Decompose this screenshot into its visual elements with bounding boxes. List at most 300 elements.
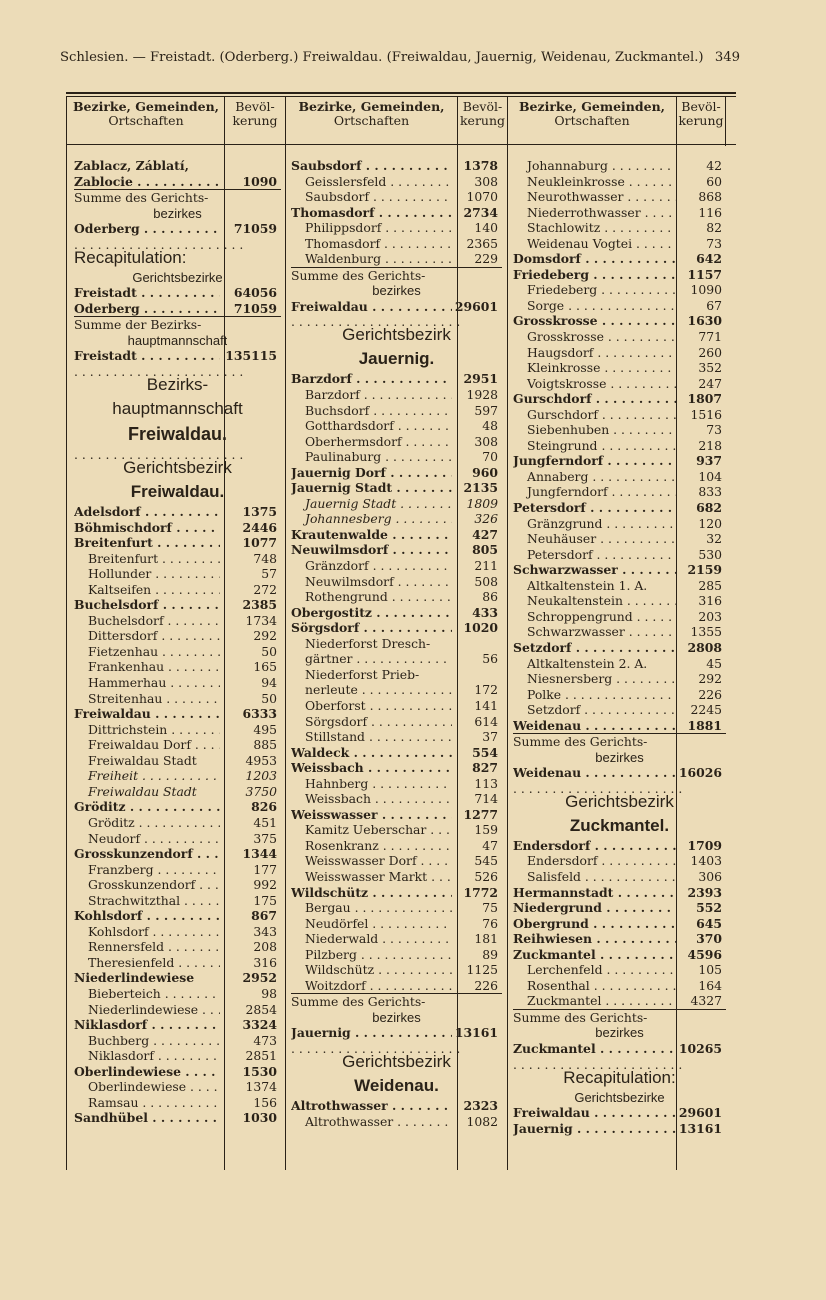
population-value: 1630 xyxy=(687,313,722,329)
place-name: Oderberg . . . xyxy=(74,301,220,317)
table-row xyxy=(291,776,502,792)
population-value: 89 xyxy=(482,946,498,962)
population-value: 29601 xyxy=(454,298,498,314)
place-name: Strachwitzthal . . . xyxy=(74,893,220,909)
header-rule xyxy=(66,144,736,145)
table-row xyxy=(513,422,726,438)
table-row xyxy=(291,480,502,496)
place-name: Wildschütz . . . xyxy=(291,962,452,978)
place-name: Buchelsdorf . . . xyxy=(74,613,220,629)
table-row xyxy=(291,542,502,558)
population-value: 1709 xyxy=(687,837,722,853)
table-row xyxy=(74,831,281,847)
population-value: 451 xyxy=(253,814,277,830)
population-value: 2808 xyxy=(687,639,722,655)
table-row xyxy=(291,978,502,994)
place-name: Weisswasser . . . xyxy=(291,807,452,823)
table-row xyxy=(74,644,281,660)
place-name: Oberhermsdorf . . . xyxy=(291,434,452,450)
place-name: bezirkes xyxy=(595,749,644,765)
table-row xyxy=(513,750,726,766)
table-row xyxy=(74,301,281,317)
place-name: Endersdorf . . . xyxy=(513,853,676,869)
table-row xyxy=(74,846,281,862)
place-name: Gurschdorf . . . xyxy=(513,391,676,407)
column-header-name: Bezirke, Gemeinden, Ortschaften xyxy=(72,99,220,128)
place-name: Altrothwasser . . . xyxy=(291,1098,452,1114)
population-value: 120 xyxy=(698,515,722,531)
place-name: Breitenfurt . . . xyxy=(74,535,220,551)
place-name: Bieberteich . . . xyxy=(74,986,220,1002)
place-name: Rosenkranz . . . xyxy=(291,838,452,854)
place-name: Domsdorf . . . xyxy=(513,251,676,267)
table-row xyxy=(291,791,502,807)
place-name: Hollunder . . . xyxy=(74,566,220,582)
table-row xyxy=(291,558,502,574)
place-name: Thomasdorf . . . xyxy=(291,205,452,221)
place-name: Fietzenhau . . . xyxy=(74,644,220,660)
place-name: Freiheit . . . xyxy=(74,768,220,784)
place-name: Dittrichstein . . . xyxy=(74,722,220,738)
place-name: Weidenau . . . xyxy=(513,718,676,734)
population-value: 2135 xyxy=(463,480,498,496)
place-name: Setzdorf . . . xyxy=(513,640,676,656)
population-value: 1030 xyxy=(242,1110,277,1126)
table-row xyxy=(291,205,502,221)
table-row xyxy=(513,267,726,283)
table-row xyxy=(74,939,281,955)
population-value: 1734 xyxy=(245,612,277,628)
table-row xyxy=(513,205,726,221)
population-value: 116 xyxy=(698,204,722,220)
place-name: Neuwilmsdorf . . . xyxy=(291,542,452,558)
table-row xyxy=(513,1041,726,1057)
population-value: 1277 xyxy=(463,806,498,822)
table-row xyxy=(513,531,726,547)
population-value: 50 xyxy=(261,643,277,659)
table-row xyxy=(513,656,726,672)
table-row xyxy=(74,986,281,1002)
place-name: Weissbach . . . xyxy=(291,791,452,807)
place-name: Rosenthal . . . xyxy=(513,978,676,994)
table-row xyxy=(513,978,726,994)
population-value: 2851 xyxy=(245,1048,277,1064)
place-name: Kohlsdorf . . . xyxy=(74,924,220,940)
population-value: 2854 xyxy=(245,1001,277,1017)
place-name: Breitenfurt . . . xyxy=(74,551,220,567)
place-name: nerleute . . . xyxy=(291,682,452,698)
table-row xyxy=(513,282,726,298)
place-name: Gränzdorf . . . xyxy=(291,558,452,574)
column-divider xyxy=(66,96,67,1170)
table-row xyxy=(74,1110,281,1126)
place-name: Hermannstadt . . . xyxy=(513,885,676,901)
population-value: 13161 xyxy=(678,1120,722,1136)
place-name: Jauernig Dorf . . . xyxy=(291,465,452,481)
table-row xyxy=(291,807,502,823)
population-value: 181 xyxy=(474,931,498,947)
population-value: 2159 xyxy=(687,562,722,578)
place-name: Altrothwasser . . . xyxy=(291,1114,452,1130)
place-name: Neuhäuser . . . xyxy=(513,531,676,547)
table-row xyxy=(513,298,726,314)
place-name: Niklasdorf . . . xyxy=(74,1048,220,1064)
population-value: 992 xyxy=(253,877,277,893)
place-name: Setzdorf . . . xyxy=(513,702,676,718)
population-value: 473 xyxy=(253,1032,277,1048)
place-name: Buchberg . . . xyxy=(74,1033,220,1049)
table-row xyxy=(291,636,502,652)
population-value: 6333 xyxy=(242,706,277,722)
population-value: 508 xyxy=(474,573,498,589)
place-name: Ramsau . . . xyxy=(74,1095,220,1111)
place-name: Freiwaldau. xyxy=(130,482,225,502)
table-row xyxy=(513,640,726,656)
column-divider xyxy=(285,96,286,1170)
column-divider xyxy=(725,96,726,146)
population-value: 208 xyxy=(253,939,277,955)
table-row xyxy=(513,391,726,407)
place-name: Sörgsdorf . . . xyxy=(291,620,452,636)
population-value: 159 xyxy=(474,822,498,838)
place-name: Petersdorf . . . xyxy=(513,500,676,516)
population-value: 827 xyxy=(472,760,498,776)
table-row xyxy=(291,698,502,714)
population-value: 826 xyxy=(251,799,277,815)
table-row xyxy=(291,931,502,947)
place-name: Endersdorf . . . xyxy=(513,838,676,854)
population-value: 526 xyxy=(474,868,498,884)
table-row xyxy=(74,722,281,738)
place-name: Petersdorf . . . xyxy=(513,547,676,563)
table-row xyxy=(291,947,502,963)
table-row xyxy=(513,407,726,423)
population-value: 104 xyxy=(698,468,722,484)
population-value: 3750 xyxy=(245,783,277,799)
place-name: Schwarzwasser . . . xyxy=(513,624,676,640)
table-row xyxy=(513,251,726,267)
table-row xyxy=(291,853,502,869)
population-value: 714 xyxy=(474,791,498,807)
table-row xyxy=(74,246,281,270)
population-value: 771 xyxy=(698,329,722,345)
population-value: 292 xyxy=(253,628,277,644)
population-value: 175 xyxy=(253,892,277,908)
table-row xyxy=(291,760,502,776)
population-value: 292 xyxy=(698,671,722,687)
running-title: Schlesien. — Freistadt. (Oderberg.) Freiwaldau. (Freiwaldau, Jauernig, Weidenau, Zuckmantel.) xyxy=(60,50,704,65)
column-header-population: Bevöl- kerung xyxy=(459,99,506,128)
table-row xyxy=(291,174,502,190)
population-value: 375 xyxy=(253,830,277,846)
table-row xyxy=(291,299,502,315)
population-value: 164 xyxy=(698,977,722,993)
top-rule xyxy=(66,92,736,94)
place-name: Jauernig . . . xyxy=(291,1025,452,1041)
population-value: 352 xyxy=(698,360,722,376)
table-row xyxy=(74,237,281,246)
table-row xyxy=(74,675,281,691)
table-row xyxy=(74,691,281,707)
place-name: Gerichtsbezirke xyxy=(574,1089,665,1105)
table-row xyxy=(513,702,726,718)
place-name: Neudorf . . . xyxy=(74,831,220,847)
table-row xyxy=(74,520,281,536)
table-row xyxy=(291,993,502,1010)
place-name: Gerichtsbezirke xyxy=(132,269,223,285)
table-row xyxy=(74,753,281,769)
place-name: Gröditz . . . xyxy=(74,815,220,831)
place-name: Stillstand . . . xyxy=(291,729,452,745)
population-value: 1344 xyxy=(242,846,277,862)
place-name: Reihwiesen . . . xyxy=(513,931,676,947)
place-name: Frankenhau . . . xyxy=(74,659,220,675)
table-row xyxy=(74,397,281,421)
place-name: Niederlindewiese . . . xyxy=(74,1002,220,1018)
place-name: Sörgsdorf . . . xyxy=(291,714,452,730)
place-name: Barzdorf . . . xyxy=(291,371,452,387)
table-row xyxy=(513,814,726,838)
table-row xyxy=(74,862,281,878)
column-header-name: Bezirke, Gemeinden, Ortschaften xyxy=(298,99,445,128)
table-row xyxy=(291,189,502,205)
table-row xyxy=(74,206,281,222)
place-name: Kleinkrosse . . . xyxy=(513,360,676,376)
table-row xyxy=(291,220,502,236)
place-name: Waldeck . . . xyxy=(291,745,452,761)
table-row xyxy=(291,1041,502,1050)
place-name: Freiwaldau . . . xyxy=(513,1105,676,1121)
population-value: 885 xyxy=(253,737,277,753)
place-name: hauptmannschaft xyxy=(127,332,228,348)
population-value: 1157 xyxy=(687,266,722,282)
table-row xyxy=(513,345,726,361)
column-header-population: Bevöl- kerung xyxy=(678,99,724,128)
population-value: 495 xyxy=(253,721,277,737)
table-row xyxy=(291,1114,502,1130)
place-name: Freiwaldau. xyxy=(127,424,228,445)
population-value: 1530 xyxy=(242,1063,277,1079)
population-value: 71059 xyxy=(233,300,277,316)
place-name: Bezirks- xyxy=(146,375,209,395)
population-value: 805 xyxy=(472,542,498,558)
place-name: bezirkes xyxy=(372,283,421,299)
population-value: 203 xyxy=(698,608,722,624)
table-row xyxy=(74,706,281,722)
place-name: Freiwaldau Stadt xyxy=(88,752,197,768)
population-value: 247 xyxy=(698,375,722,391)
population-value: 2952 xyxy=(242,970,277,986)
place-name: Jauernig . . . xyxy=(513,1121,676,1137)
population-value: 1125 xyxy=(466,962,498,978)
place-name: Weisswasser Markt . . . xyxy=(291,869,452,885)
population-value: 98 xyxy=(261,985,277,1001)
table-row xyxy=(513,962,726,978)
table-row xyxy=(74,613,281,629)
population-value: 552 xyxy=(696,900,722,916)
population-value: 2385 xyxy=(242,597,277,613)
table-row xyxy=(74,364,281,373)
table-column-2 xyxy=(291,158,502,1129)
population-value: 748 xyxy=(253,550,277,566)
population-value: 1403 xyxy=(690,853,722,869)
population-value: 105 xyxy=(698,962,722,978)
population-value: 1378 xyxy=(463,158,498,173)
table-row xyxy=(74,316,281,333)
place-name: Neukleinkrosse . . . xyxy=(513,174,676,190)
place-name: Freiwaldau . . . xyxy=(74,706,220,722)
population-value: 1374 xyxy=(245,1079,277,1095)
table-row xyxy=(291,574,502,590)
population-value: 10265 xyxy=(678,1040,722,1056)
place-name: Paulinaburg . . . xyxy=(291,449,452,465)
place-name: Freiwaldau Dorf . . . xyxy=(74,737,220,753)
table-row xyxy=(74,628,281,644)
table-row xyxy=(291,496,502,512)
population-value: 2365 xyxy=(466,235,498,251)
table-column-3 xyxy=(513,158,726,1136)
place-name: Schroppengrund . . . xyxy=(513,609,676,625)
place-name: Franzberg . . . xyxy=(74,862,220,878)
population-value: 70 xyxy=(482,449,498,465)
population-value: 868 xyxy=(698,189,722,205)
place-name: Niederforst Dresch- xyxy=(305,635,431,651)
table-row xyxy=(74,333,281,349)
place-name: Neudörfel . . . xyxy=(291,916,452,932)
place-name: bezirkes xyxy=(153,205,202,221)
place-name: Lerchenfeld . . . xyxy=(513,962,676,978)
population-value: 1355 xyxy=(690,624,722,640)
place-name: Haugsdorf . . . xyxy=(513,345,676,361)
table-row xyxy=(513,516,726,532)
table-row xyxy=(513,547,726,563)
table-row xyxy=(74,582,281,598)
place-name: Summe des Gerichts- xyxy=(513,1009,648,1025)
table-row xyxy=(74,955,281,971)
table-row xyxy=(74,221,281,237)
place-name: bezirkes xyxy=(595,1025,644,1041)
table-row xyxy=(513,1057,726,1066)
place-name: Hahnberg . . . xyxy=(291,776,452,792)
table-row xyxy=(74,535,281,551)
place-name: Adelsdorf . . . xyxy=(74,504,220,520)
population-value: 1090 xyxy=(690,282,722,298)
population-value: 554 xyxy=(472,744,498,760)
population-value: 1375 xyxy=(242,504,277,520)
population-value: 545 xyxy=(474,853,498,869)
place-name: Streitenhau . . . xyxy=(74,691,220,707)
table-row xyxy=(513,1090,726,1106)
population-value: 937 xyxy=(696,453,722,469)
population-value: 306 xyxy=(698,868,722,884)
place-name: Rothengrund . . . xyxy=(291,589,452,605)
table-row xyxy=(74,348,281,364)
population-value: 4327 xyxy=(690,993,722,1009)
table-row xyxy=(513,329,726,345)
population-value: 308 xyxy=(474,433,498,449)
table-row xyxy=(74,551,281,567)
table-row xyxy=(74,174,281,190)
running-header xyxy=(60,50,740,65)
place-name: Gerichtsbezirk xyxy=(123,458,232,478)
population-value: 73 xyxy=(706,422,722,438)
table-row xyxy=(291,1025,502,1041)
table-row xyxy=(74,1079,281,1095)
place-name: Friedeberg . . . xyxy=(513,282,676,298)
population-value: 48 xyxy=(482,418,498,434)
population-value: 71059 xyxy=(233,221,277,237)
table-row xyxy=(291,527,502,543)
place-name: Friedeberg . . . xyxy=(513,267,676,283)
population-value: 272 xyxy=(253,581,277,597)
place-name: Kaltseifen . . . xyxy=(74,582,220,598)
place-name: Sandhübel . . . xyxy=(74,1110,220,1126)
table-row xyxy=(291,822,502,838)
population-value: 285 xyxy=(698,577,722,593)
place-name: Summe des Gerichts- xyxy=(74,190,209,206)
population-value: 1090 xyxy=(242,173,277,189)
table-row xyxy=(291,1098,502,1114)
table-row xyxy=(74,1095,281,1111)
table-row xyxy=(513,593,726,609)
place-name: Grosskrosse . . . xyxy=(513,313,676,329)
table-row xyxy=(291,714,502,730)
place-name: Summe des Gerichts- xyxy=(291,994,426,1010)
population-value: 530 xyxy=(698,546,722,562)
place-name: Oberlindewiese . . . xyxy=(74,1064,220,1080)
table-row xyxy=(74,784,281,800)
place-name: Weidenau. xyxy=(354,1075,439,1095)
table-row xyxy=(291,682,502,698)
population-value: 229 xyxy=(474,251,498,267)
place-name: Freiwaldau Stadt xyxy=(88,783,197,799)
place-name: bezirkes xyxy=(372,1009,421,1025)
place-name: Recapitulation: xyxy=(74,247,187,267)
table-row xyxy=(74,659,281,675)
place-name: Steingrund . . . xyxy=(513,438,676,454)
table-row xyxy=(291,620,502,636)
population-value: 73 xyxy=(706,235,722,251)
table-row xyxy=(513,236,726,252)
population-value: 427 xyxy=(472,526,498,542)
table-row xyxy=(513,687,726,703)
place-name: Obergrund . . . xyxy=(513,916,676,932)
place-name: Jungferndorf . . . xyxy=(513,484,676,500)
table-row xyxy=(291,1074,502,1098)
population-value: 86 xyxy=(482,589,498,605)
table-row xyxy=(291,314,502,323)
place-name: Zuckmantel . . . xyxy=(513,947,676,963)
table-row xyxy=(291,667,502,683)
place-name: Zablocie . . . xyxy=(74,174,220,190)
table-row xyxy=(513,578,726,594)
place-name: Gerichtsbezirk xyxy=(565,791,674,811)
population-value: 960 xyxy=(472,464,498,480)
place-name: Grosskunzendorf . . . xyxy=(74,877,220,893)
place-name: Philippsdorf . . . xyxy=(291,220,452,236)
place-name: Rennersfeld . . . xyxy=(74,939,220,955)
population-value: 260 xyxy=(698,344,722,360)
column-header-population: Bevöl- kerung xyxy=(232,99,278,128)
place-name: Kamitz Ueberschar . . . xyxy=(291,822,452,838)
place-name: Niederforst Prieb- xyxy=(305,666,420,682)
place-name: Jauernig. xyxy=(358,349,435,369)
table-row xyxy=(291,869,502,885)
population-value: 316 xyxy=(253,954,277,970)
population-value: 94 xyxy=(261,675,277,691)
population-value: 211 xyxy=(474,558,498,574)
place-name: Niesnersberg . . . xyxy=(513,671,676,687)
